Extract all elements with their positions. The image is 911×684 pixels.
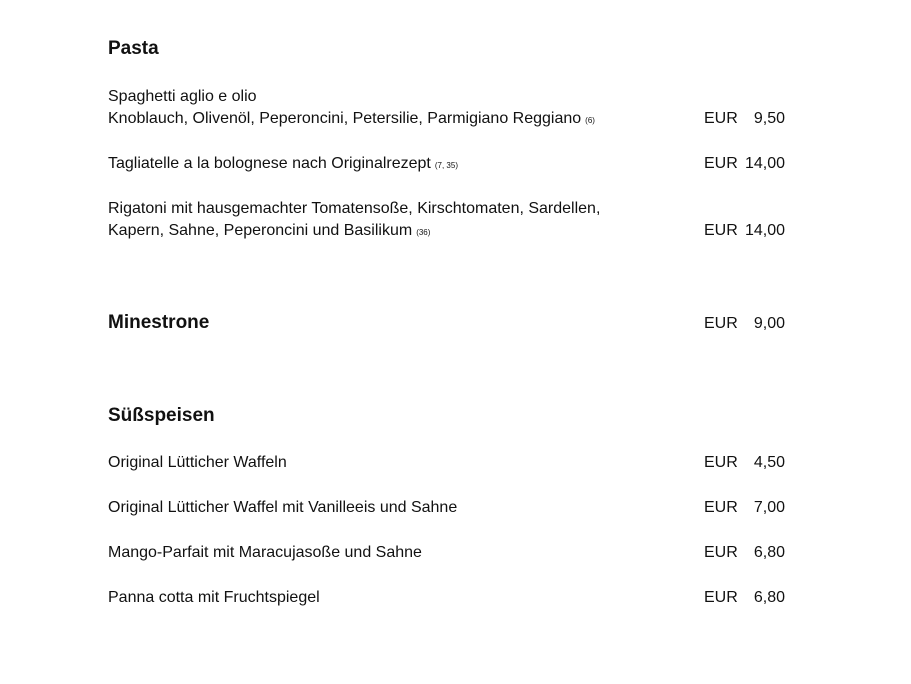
currency-label: EUR (704, 315, 738, 332)
price: 14,00 (744, 155, 785, 172)
item-name: Spaghetti aglio e olio (108, 88, 257, 105)
price: 6,80 (753, 589, 785, 606)
currency-label: EUR (704, 499, 738, 516)
price: 9,00 (753, 315, 785, 332)
item-description-text: Knoblauch, Olivenöl, Peperoncini, Petersilie, Parmigiano Reggiano (108, 110, 582, 127)
item-name: Mango-Parfait mit Maracujasoße und Sahne (108, 544, 422, 561)
price: 14,00 (744, 222, 785, 239)
item-name (108, 154, 458, 176)
currency-label: EUR (704, 454, 738, 471)
section-title-pasta: Pasta (108, 38, 159, 59)
item-name: Original Lütticher Waffeln (108, 454, 287, 471)
item-name: Rigatoni mit hausgemachter Tomatensoße, Kirschtomaten, Sardellen, (108, 200, 601, 217)
price: 4,50 (753, 454, 785, 471)
section-title-suessspeisen: Süßspeisen (108, 405, 215, 426)
item-description-text: Kapern, Sahne, Peperoncini und Basilikum (108, 222, 413, 239)
currency-label: EUR (704, 155, 738, 172)
price: 6,80 (753, 544, 785, 561)
item-name: Panna cotta mit Fruchtspiegel (108, 589, 320, 606)
currency-label: EUR (704, 544, 738, 561)
item-description (108, 109, 595, 131)
price: 9,50 (753, 110, 785, 127)
currency-label: EUR (704, 222, 738, 239)
allergen-note: (36) (416, 228, 431, 237)
item-name-text: Tagliatelle a la bolognese nach Originalrezept (108, 155, 431, 172)
price: 7,00 (753, 499, 785, 516)
allergen-note: (6) (585, 116, 595, 125)
allergen-note: (7, 35) (434, 161, 458, 170)
item-description (108, 221, 430, 243)
currency-label: EUR (704, 110, 738, 127)
currency-label: EUR (704, 589, 738, 606)
item-name: Original Lütticher Waffel mit Vanilleeis und Sahne (108, 499, 458, 516)
section-title-minestrone: Minestrone (108, 312, 210, 333)
